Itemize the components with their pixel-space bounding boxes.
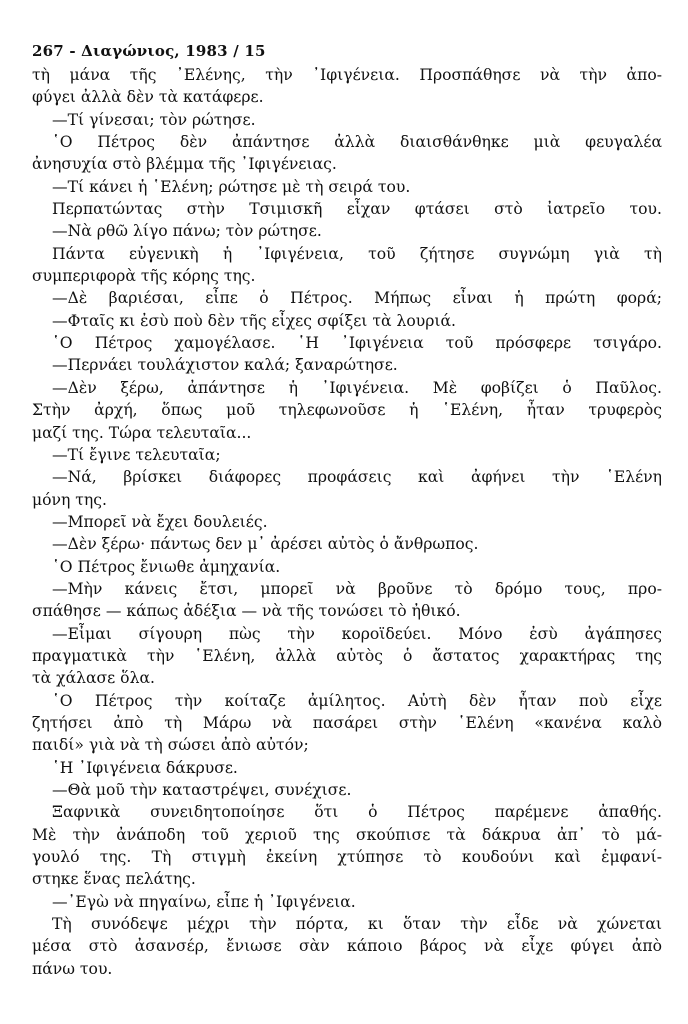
text-line: —Δὲ βαριέσαι, εἶπε ὁ Πέτρος. Μήπως εἶναι ἡ πρώτη φορά;: [52, 289, 662, 308]
text-line: —Νὰ ρθῶ λίγο πάνω; τὸν ρώτησε.: [52, 222, 322, 241]
text-line: πραγματικὰ τὴν ῾Ελένη, ἀλλὰ αὐτὸς ὁ ἄστατος χαρακτήρας της: [32, 646, 662, 665]
text-line: —Εἶμαι σίγουρη πὼς τὴν κοροϊδεύει. Μόνο ἐσὺ ἀγάπησες: [52, 624, 662, 643]
text-line: —Τί κάνει ἡ ῾Ελένη; ρώτησε μὲ τὴ σειρά του.: [52, 177, 411, 196]
text-line: —Μπορεῖ νὰ ἔχει δουλειές.: [52, 512, 268, 531]
running-header: 267 - Διαγώνιος, 1983 / 15: [32, 42, 266, 60]
text-line: —Μὴν κάνεις ἔτσι, μπορεῖ νὰ βροῦνε τὸ δρόμο τους, προ-: [52, 579, 662, 598]
text-line: Πάντα εὐγενικὴ ἡ ᾿Ιφιγένεια, τοῦ ζήτησε συγνώμη γιὰ τὴ: [52, 244, 662, 263]
text-line: —Περνάει τουλάχιστον καλά; ξαναρώτησε.: [52, 356, 398, 375]
text-line: μόνη της.: [32, 490, 107, 509]
text-line: φύγει ἀλλὰ δὲν τὰ κατάφερε.: [32, 88, 264, 107]
text-line: ἀνησυχία στὸ βλέμμα τῆς ᾿Ιφιγένειας.: [32, 155, 337, 174]
text-line: ζητήσει ἀπὸ τὴ Μάρω νὰ πασάρει στὴν ῾Ελένη «κανένα καλὸ: [32, 713, 662, 732]
text-line: Περπατώντας στὴν Τσιμισκῆ εἶχαν φτάσει στὸ ἰατρεῖο του.: [52, 200, 662, 219]
text-line: σπάθησε — κάπως ἀδέξια — νὰ τῆς τονώσει τὸ ἠθικό.: [32, 602, 461, 621]
text-line: —Δὲν ξέρω· πάντως δεν μ᾿ ἀρέσει αὐτὸς ὁ ἄνθρωπος.: [52, 535, 479, 554]
text-line: —᾿Εγὼ νὰ πηγαίνω, εἶπε ἡ ᾿Ιφιγένεια.: [52, 892, 356, 911]
text-line: —Θὰ μοῦ τὴν καταστρέψει, συνέχισε.: [52, 781, 352, 799]
text-line: Στὴν ἀρχή, ὅπως μοῦ τηλεφωνοῦσε ἡ ῾Ελένη, ἦταν τρυφερὸς: [32, 401, 662, 420]
text-line: συμπεριφορὰ τῆς κόρης της.: [32, 267, 256, 286]
text-line: ῾Ο Πέτρος χαμογέλασε. ῾Η ᾿Ιφιγένεια τοῦ πρόσφερε τσιγάρο.: [52, 334, 662, 353]
text-line: παιδί» γιὰ νὰ τὴ σώσει ἀπὸ αὐτόν;: [32, 736, 309, 755]
text-line: ῾Ο Πέτρος δὲν ἀπάντησε ἀλλὰ διαισθάνθηκε μιὰ φευγαλέα: [52, 133, 662, 152]
text-line: τὰ χάλασε ὅλα.: [32, 669, 155, 688]
text-line: γουλό της. Τὴ στιγμὴ ἐκείνη χτύπησε τὸ κουδούνι καὶ ἐμφανί-: [32, 848, 662, 867]
text-line: στηκε ἕνας πελάτης.: [32, 870, 196, 889]
text-line: Μὲ τὴν ἀνάποδη τοῦ χεριοῦ της σκούπισε τὰ δάκρυα ἀπ᾿ τὸ μά-: [32, 825, 662, 844]
text-line: —Δὲν ξέρω, ἀπάντησε ἡ ᾿Ιφιγένεια. Μὲ φοβίζει ὁ Παῦλος.: [52, 378, 662, 397]
body-text: [32, 64, 662, 980]
text-line: —Νά, βρίσκει διάφορες προφάσεις καὶ ἀφήνει τὴν ῾Ελένη: [52, 468, 662, 487]
text-line: ῾Η ᾿Ιφιγένεια δάκρυσε.: [52, 758, 238, 777]
text-line: Τὴ συνόδεψε μέχρι τὴν πόρτα, κι ὅταν τὴν εἶδε νὰ χώνεται: [52, 915, 662, 934]
text-line: —Τί ἔγινε τελευταῖα;: [52, 445, 221, 464]
text-line: ῾Ο Πέτρος τὴν κοίταζε ἀμίλητος. Αὐτὴ δὲν ἦταν ποὺ εἶχε: [52, 691, 662, 710]
text-line: τὴ μάνα τῆς ᾿Ελένης, τὴν ᾿Ιφιγένεια. Προσπάθησε νὰ τὴν ἀπο-: [32, 66, 662, 84]
text-line: —Τί γίνεσαι; τὸν ρώτησε.: [52, 110, 256, 129]
text-line: ῾Ο Πέτρος ἔνιωθε ἀμηχανία.: [52, 557, 281, 576]
text-line: μαζί της. Τώρα τελευταῖα...: [32, 423, 252, 442]
text-line: Ξαφνικὰ συνειδητοποίησε ὅτι ὁ Πέτρος παρέμενε ἀπαθής.: [52, 803, 662, 822]
text-line: πάνω του.: [32, 959, 113, 978]
text-line: —Φταῖς κι ἐσὺ ποὺ δὲν τῆς εἶχες σφίξει τὰ λουριά.: [52, 311, 456, 330]
text-line: μέσα στὸ ἀσανσέρ, ἔνιωσε σὰν κάποιο βάρος νὰ εἶχε φύγει ἀπὸ: [32, 937, 662, 956]
